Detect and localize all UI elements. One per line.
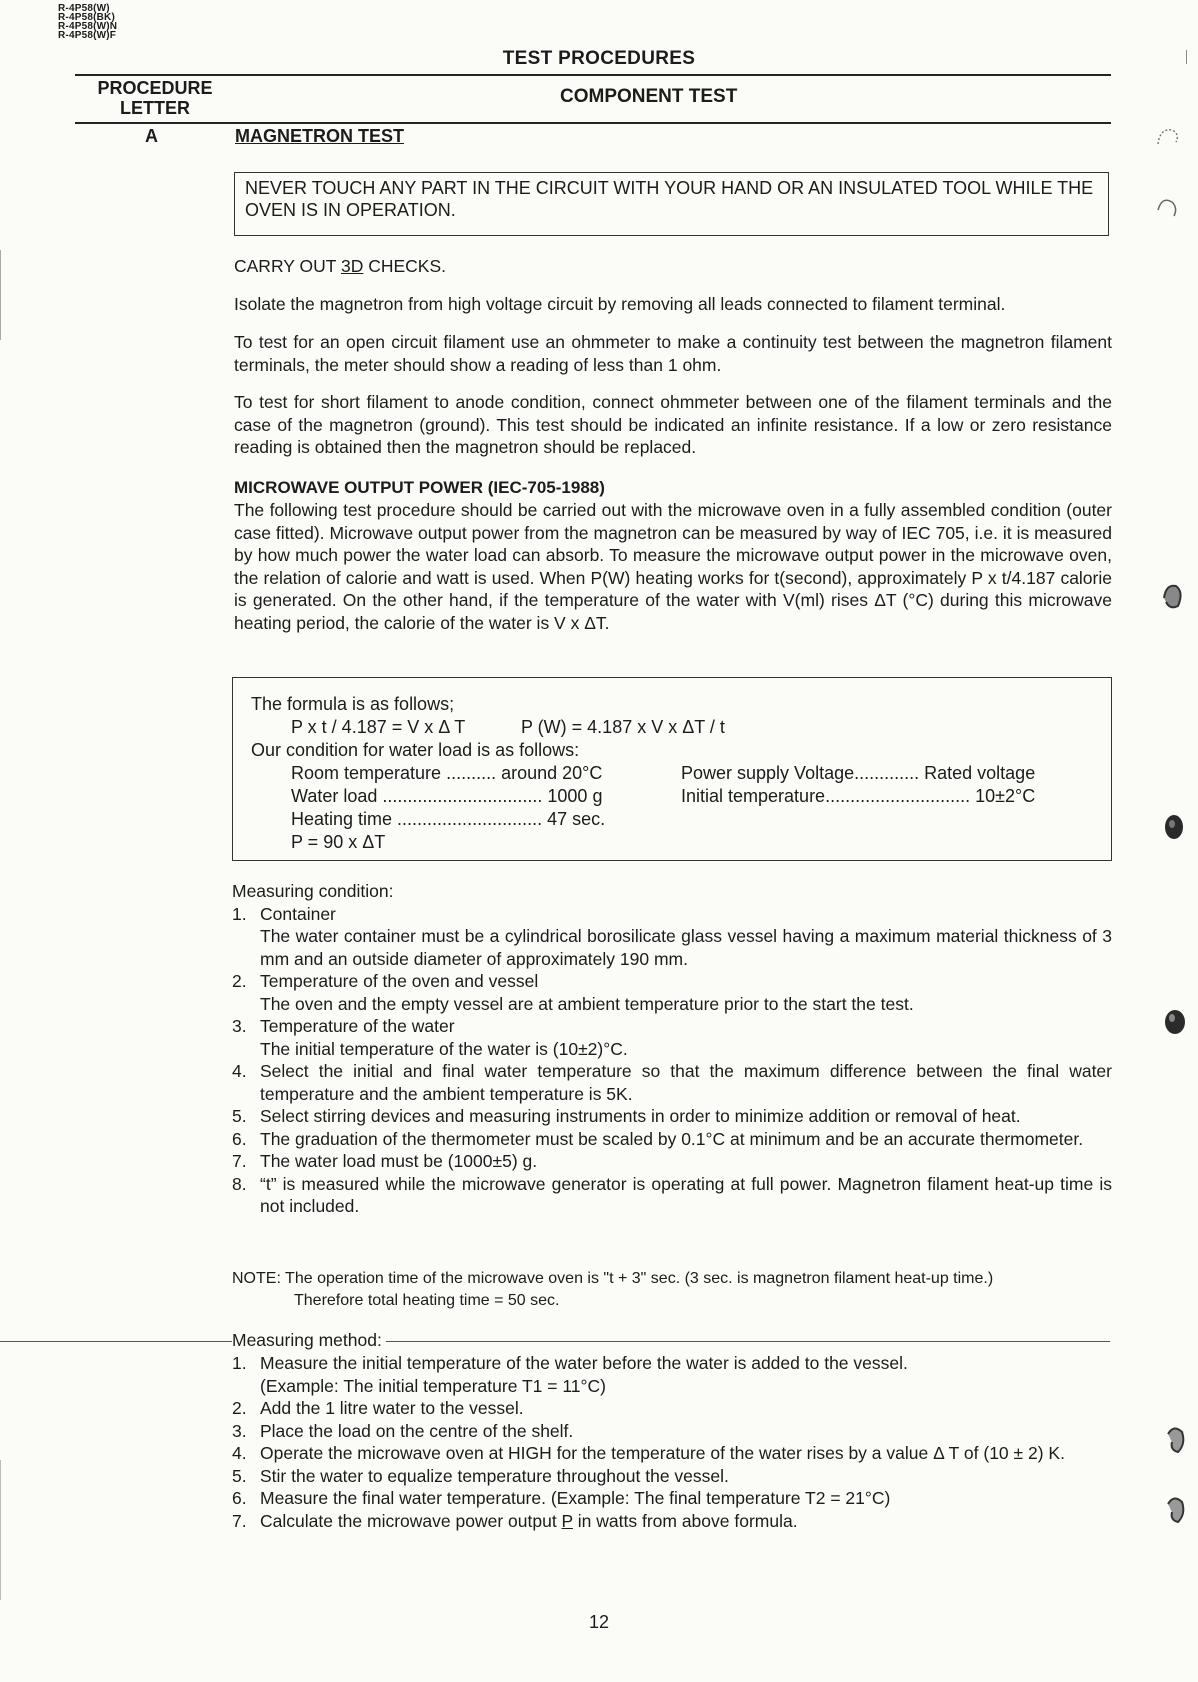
isolate-paragraph: Isolate the magnetron from high voltage circuit by removing all leads connected to filament terminal. (234, 294, 1006, 314)
binder-hole-mark (1160, 1420, 1190, 1460)
note-line: NOTE: The operation time of the microwave oven is "t + 3" sec. (3 sec. is magnetron filament heat-up time.) (232, 1270, 994, 1287)
condition-water-load: Water load ................................ 1000 g (291, 786, 603, 806)
procedure-letter: A (145, 126, 158, 146)
header-rule (75, 122, 1111, 124)
list-item: 4. Operate the microwave oven at HIGH for the temperature of the water rises by a value Δ T of (10 ± 2) K. (232, 1443, 1065, 1463)
procedure-letter-heading: PROCEDURE LETTER (97, 78, 213, 118)
formula-condition: Our condition for water load is as follows: (251, 740, 580, 760)
list-item: 1. Container The water container must be a cylindrical borosilicate glass vessel having a maximum material thickness of 3 mm and an outside diameter of approximately 190 mm. (232, 903, 1112, 969)
short-filament-paragraph: To test for short filament to anode condition, connect ohmmeter between one of the filament terminals and the case of the magnetron (ground). This test should be indicated an infinite resistance. If a low or zero resistance reading is obtained then the magnetron should be replaced. (234, 392, 1112, 457)
list-item: 2. Temperature of the oven and vessel The oven and the empty vessel are at ambient temperature prior to the start the test. (232, 971, 914, 1014)
formula-equation: P x t / 4.187 = V x Δ T (291, 717, 466, 737)
section-title: MAGNETRON TEST (235, 126, 404, 146)
list-item: 3. Temperature of the water The initial temperature of the water is (10±2)°C. (232, 1016, 628, 1059)
list-item: 2. Add the 1 litre water to the vessel. (232, 1398, 524, 1418)
carry-out-checks: CARRY OUT 3D CHECKS. (234, 256, 447, 276)
measuring-condition-heading: Measuring condition: (232, 881, 394, 901)
condition-heating-time: Heating time ............................. 47 sec. (291, 809, 606, 829)
warning-box: NEVER TOUCH ANY PART IN THE CIRCUIT WITH YOUR HAND OR AN INSULATED TOOL WHILE THE OVEN IS IN OPERATION. (234, 172, 1109, 236)
model-number: R-4P58(W)F (58, 30, 117, 41)
list-item: 8. “t” is measured while the microwave generator is operating at full power. Magnetron filament heat-up time is not included. (232, 1173, 1112, 1216)
formula-p-equation: P = 90 x ΔT (291, 832, 386, 852)
scan-mark (0, 250, 1, 340)
measuring-method (232, 1352, 1112, 1532)
output-power-paragraph: The following test procedure should be carried out with the microwave oven in a fully assembled condition (outer case fitted). Microwave output power from the magnetron can be measured by way of IEC 705, i.e. it is measured by how much power the water load can absorb. To measure the microwave output power in the microwave oven, the relation of calorie and watt is used. When P(W) heating works for t(second), approximately P x t/4.187 calorie is generated. On the other hand, if the temperature of the water with V(ml) rises ΔT (°C) during this microwave heating period, the calorie of the water is V x ΔT. (234, 500, 1112, 633)
measuring-method-heading: Measuring method: (232, 1330, 386, 1351)
condition-room-temperature: Room temperature .......... around 20°C (291, 763, 603, 783)
output-power-heading: MICROWAVE OUTPUT POWER (IEC-705-1988) (234, 478, 605, 497)
check-reference: 3D (340, 256, 364, 276)
power-symbol: P (561, 1510, 573, 1531)
formula-box (232, 677, 1112, 861)
list-item: 4. Select the initial and final water temperature so that the maximum difference between the final water temperature and the ambient temperature is 5K. (232, 1061, 1112, 1104)
divider (0, 1341, 1110, 1342)
scan-mark (1186, 50, 1187, 64)
page-title: TEST PROCEDURES (502, 48, 696, 69)
measuring-condition (232, 880, 1112, 1218)
page-number: 12 (588, 1612, 610, 1632)
list-item: 7. The water load must be (1000±5) g. (232, 1151, 538, 1171)
binder-hole-mark (1158, 580, 1188, 616)
note (232, 1268, 1117, 1312)
binder-hole-mark (1160, 1005, 1190, 1039)
open-circuit-paragraph: To test for an open circuit filament use an ohmmeter to make a continuity test between the magnetron filament terminals, the meter should show a reading of less than 1 ohm. (234, 332, 1112, 375)
scan-mark (0, 1460, 1, 1600)
model-number: R-4P58(W) (58, 3, 110, 14)
binder-hole-mark (1160, 1490, 1190, 1530)
formula-equation-power: P (W) = 4.187 x V x ΔT / t (521, 717, 725, 737)
binder-hole-mark (1150, 120, 1190, 160)
list-item: 5. Select stirring devices and measuring instruments in order to minimize addition or removal of heat. (232, 1106, 1021, 1126)
list-item: 1. Measure the initial temperature of the water before the water is added to the vessel. (Example: The initial temperature T1 = 11°C) (232, 1353, 908, 1396)
binder-hole-mark (1150, 190, 1190, 230)
list-item: 7. Calculate the microwave power output P in watts from above formula. (232, 1510, 798, 1531)
formula-intro: The formula is as follows; (251, 694, 455, 714)
condition-power-supply: Power supply Voltage............. Rated voltage (681, 763, 1036, 783)
list-item: 5. Stir the water to equalize temperature throughout the vessel. (232, 1465, 729, 1486)
list-item: 6. Measure the final water temperature. (Example: The final temperature T2 = 21°C) (232, 1488, 891, 1508)
note-line: Therefore total heating time = 50 sec. (294, 1292, 560, 1309)
model-number: R-4P58(BK) (58, 12, 116, 23)
binder-hole-mark (1160, 810, 1188, 844)
list-item: 3. Place the load on the centre of the shelf. (232, 1420, 574, 1441)
list-item: 6. The graduation of the thermometer must be scaled by 0.1°C at minimum and be an accurate thermometer. (232, 1128, 1084, 1149)
condition-initial-temperature: Initial temperature............................. 10±2°C (681, 786, 1036, 806)
component-test-heading: COMPONENT TEST (560, 86, 738, 107)
model-numbers (58, 4, 117, 40)
model-number: R-4P58(W)N (58, 21, 118, 32)
header-rule (75, 74, 1111, 76)
